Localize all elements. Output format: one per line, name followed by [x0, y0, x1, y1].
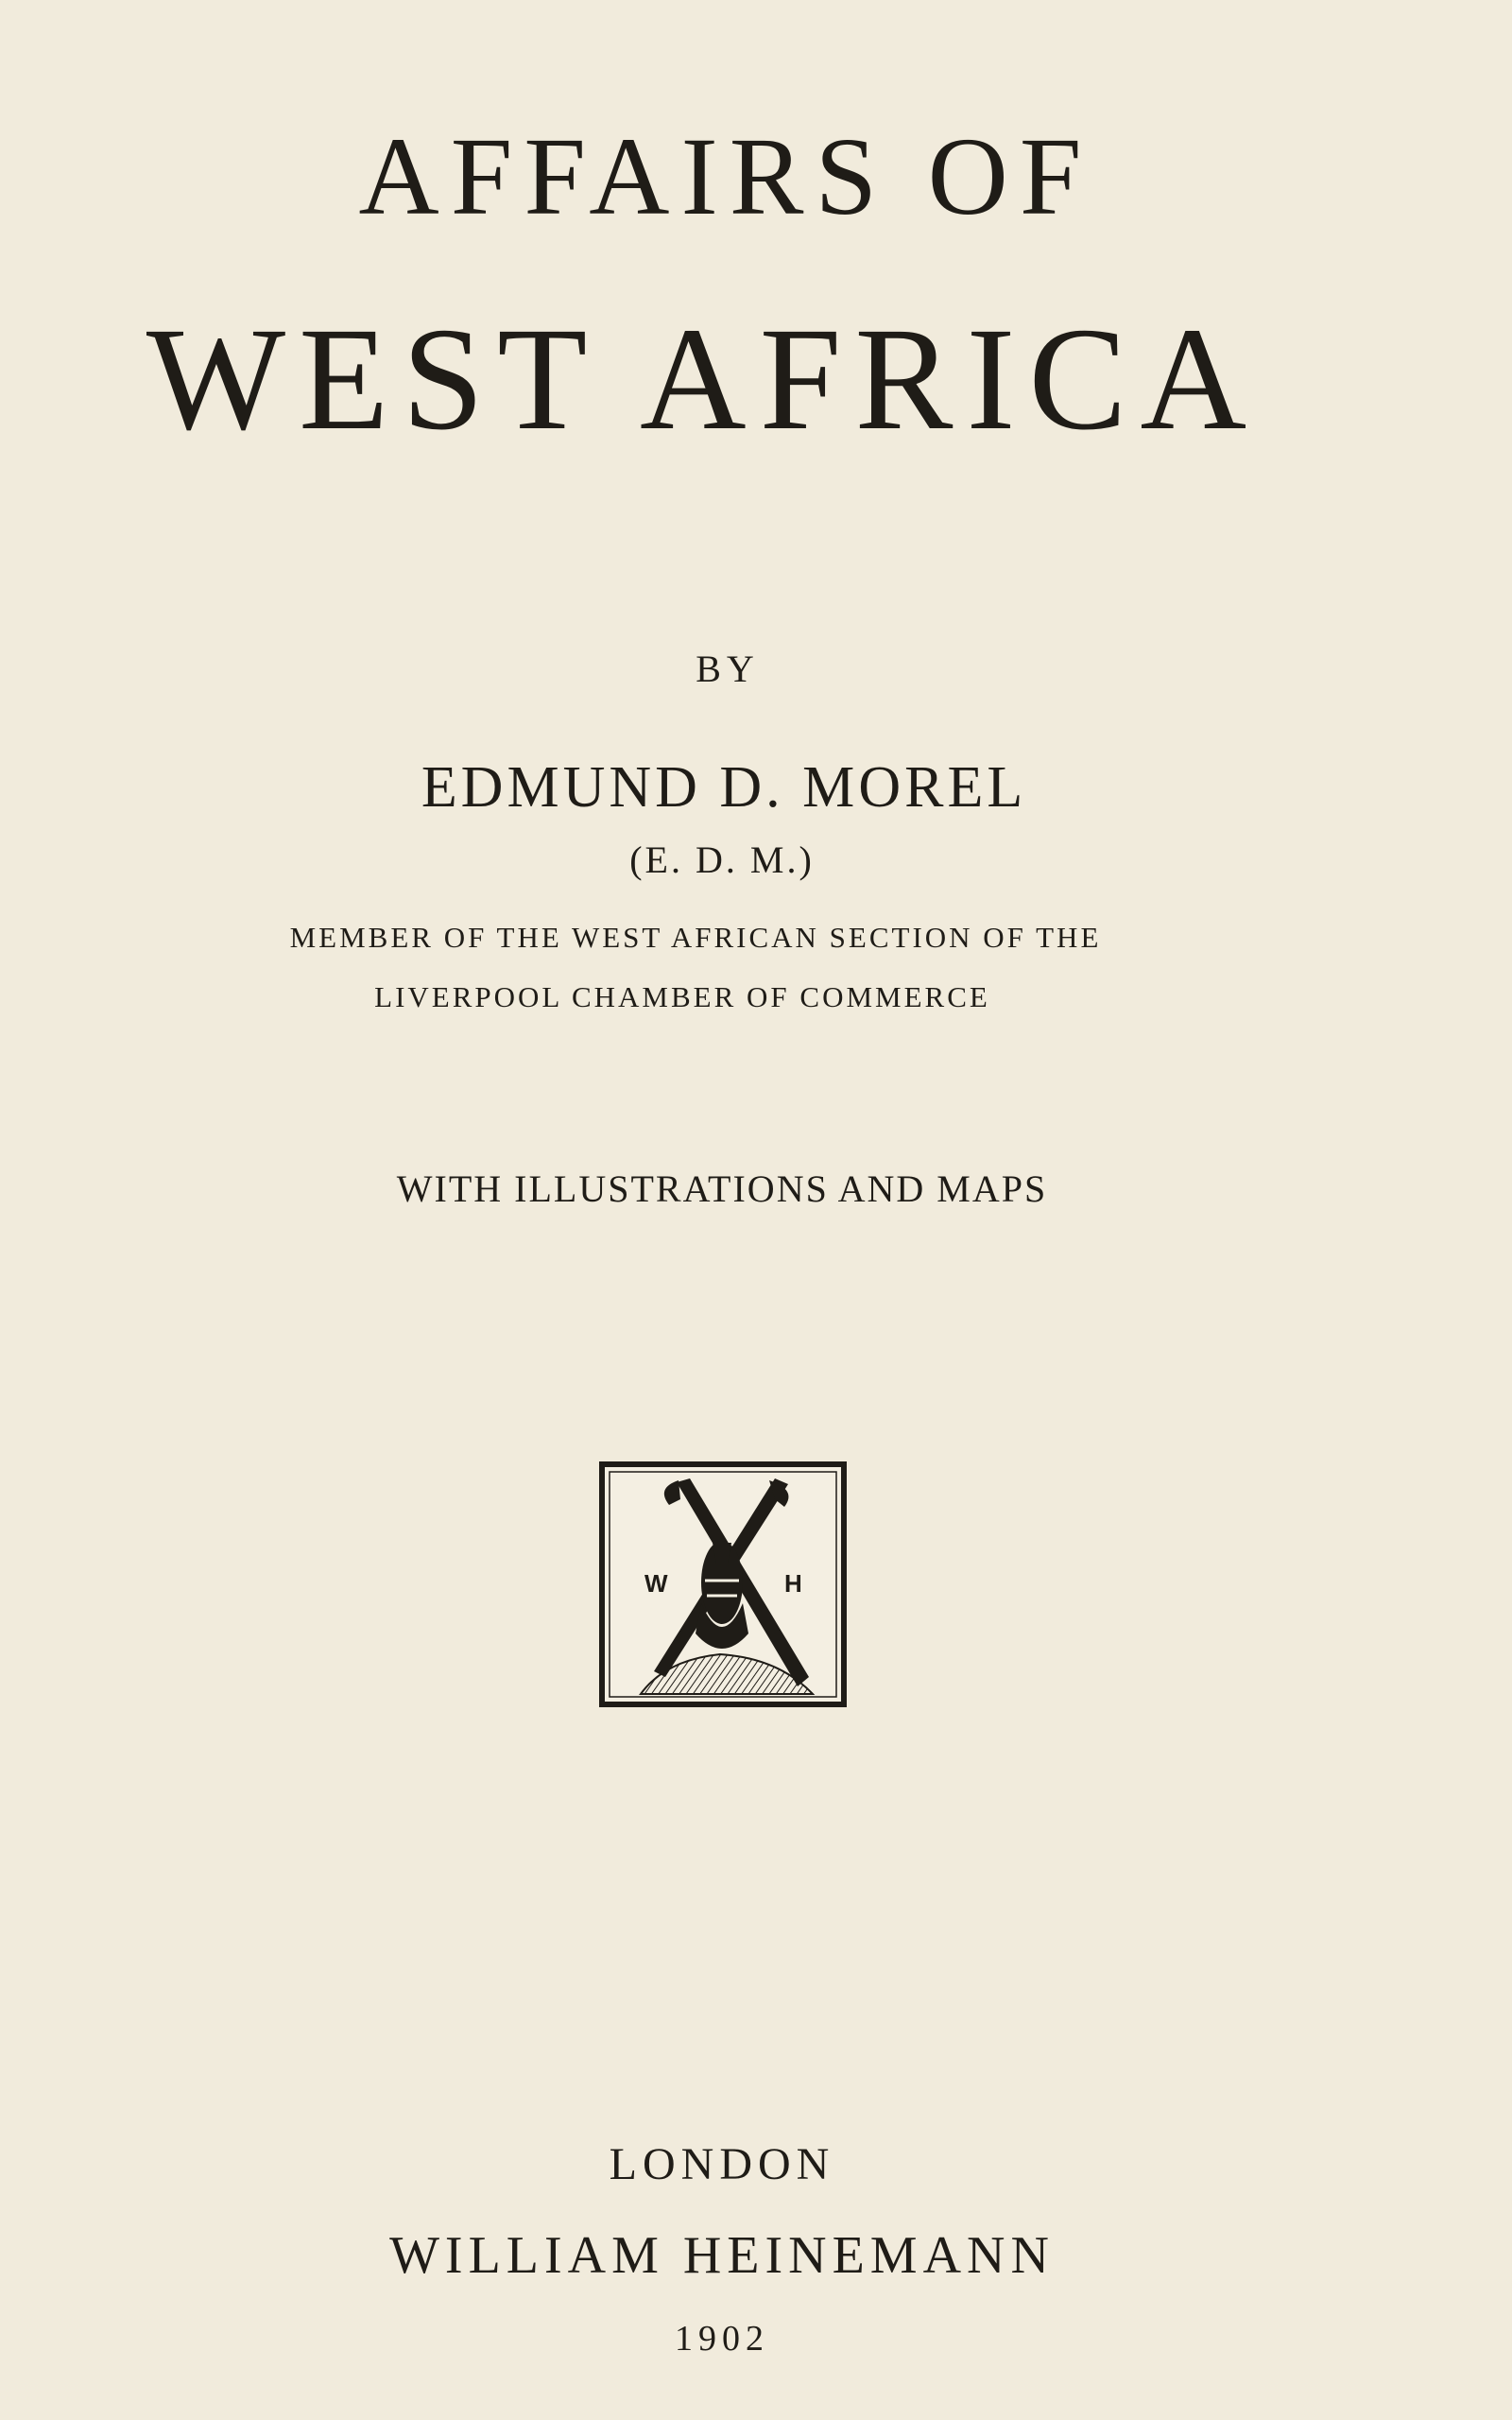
- imprint-year: 1902: [675, 2319, 769, 2359]
- imprint-publisher: WILLIAM HEINEMANN: [389, 2226, 1055, 2285]
- author-name: EDMUND D. MOREL: [421, 755, 1027, 820]
- illustrations-note: WITH ILLUSTRATIONS AND MAPS: [396, 1167, 1048, 1210]
- book-title-line-1: AFFAIRS OF: [358, 114, 1093, 238]
- book-title-line-2: WEST AFRICA: [146, 297, 1261, 460]
- publisher-device-icon: [599, 1461, 847, 1707]
- author-initials: (E. D. M.): [629, 838, 815, 881]
- imprint-place: LONDON: [609, 2139, 835, 2189]
- author-affiliation-line-2: LIVERPOOL CHAMBER OF COMMERCE: [374, 980, 990, 1013]
- publisher-mark-right-letter: H: [784, 1569, 802, 1598]
- author-affiliation-line-1: MEMBER OF THE WEST AFRICAN SECTION OF THE: [289, 921, 1102, 954]
- byline: BY: [696, 648, 760, 690]
- publisher-mark-left-letter: W: [644, 1569, 668, 1598]
